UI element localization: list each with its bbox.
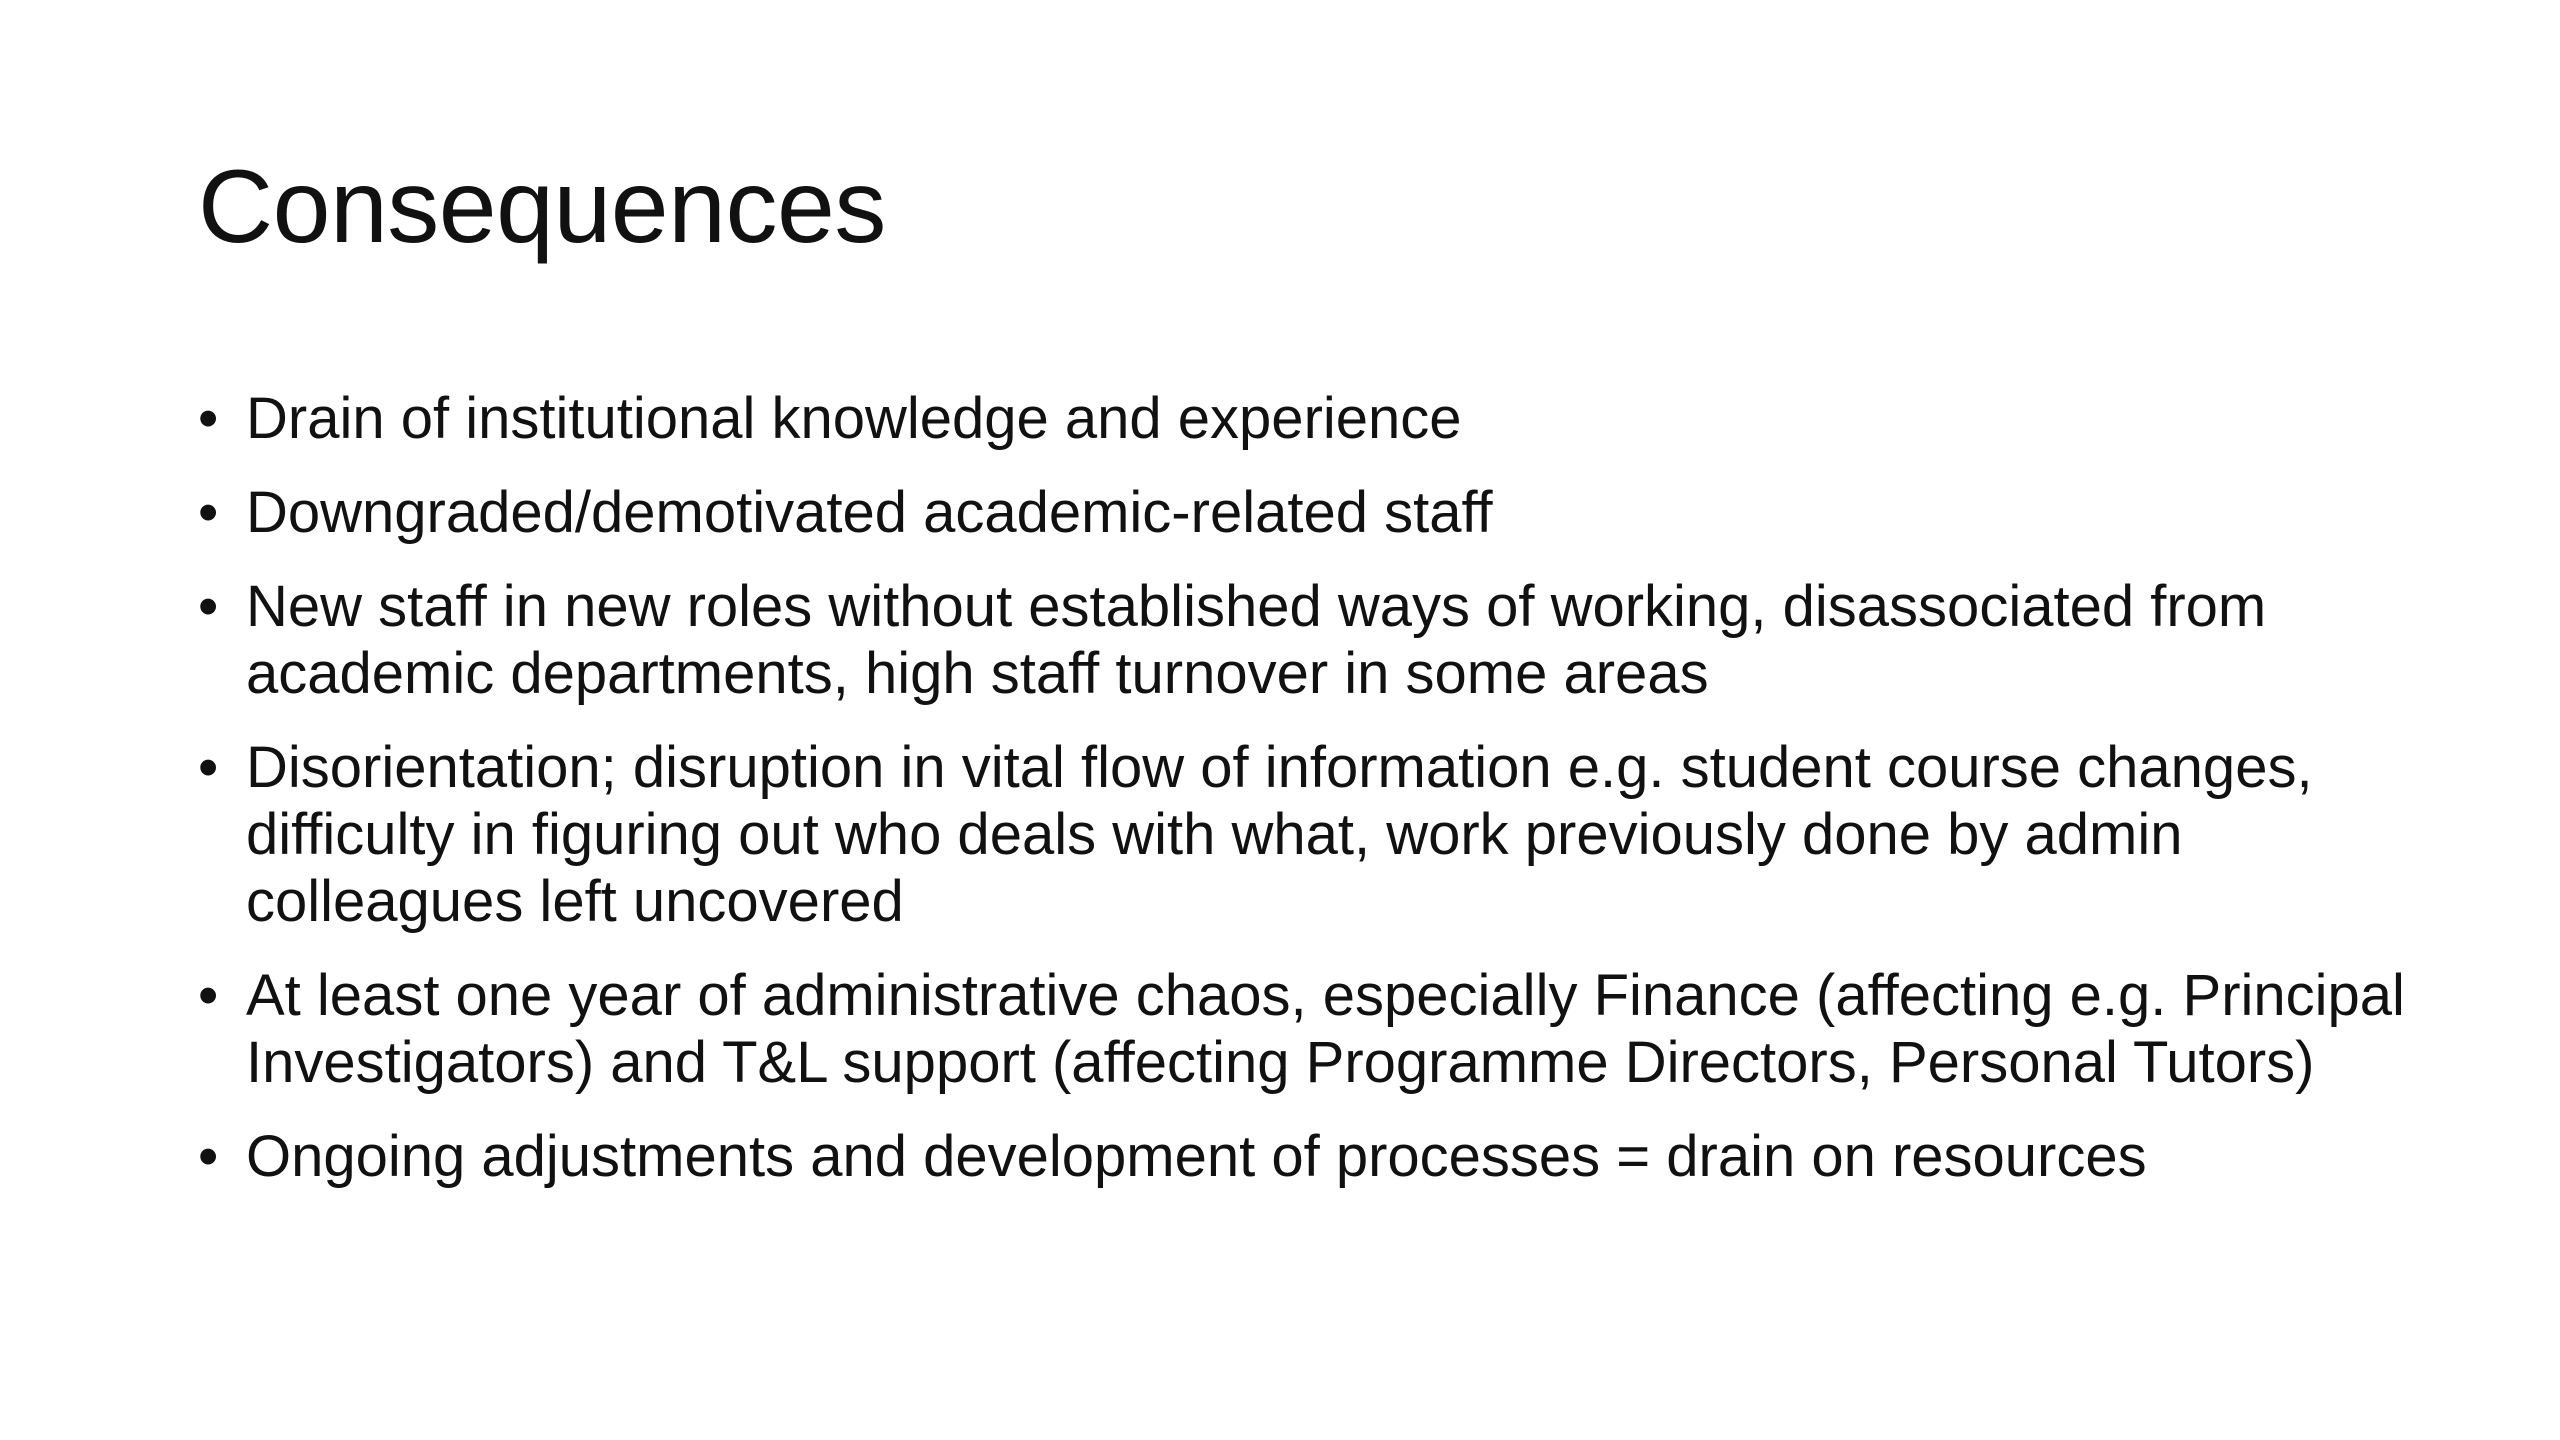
bullet-text: Ongoing adjustments and development of processes = drain on resources [246, 1124, 2147, 1189]
slide-title: Consequences [198, 149, 886, 265]
bullet-item [198, 479, 2418, 546]
bullet-dot: • [198, 574, 219, 639]
bullet-text: Downgraded/demotivated academic-related staff [246, 480, 1493, 545]
bullet-item [198, 385, 2418, 452]
bullet-dot: • [198, 386, 219, 451]
bullet-text: New staff in new roles without established ways of working, disassociated from academic departments, high staff turnover in some areas [246, 574, 2267, 706]
bullet-item [198, 734, 2418, 935]
bullet-list [198, 385, 2418, 1217]
bullet-text: Disorientation; disruption in vital flow of information e.g. student course changes, difficulty in figuring out who deals with what, work previously done by admin colleagues left uncovered [246, 735, 2313, 934]
bullet-text: Drain of institutional knowledge and experience [246, 386, 1462, 451]
bullet-dot: • [198, 480, 219, 545]
bullet-item [198, 962, 2418, 1096]
bullet-item [198, 573, 2418, 707]
bullet-dot: • [198, 735, 219, 800]
bullet-dot: • [198, 1124, 219, 1189]
bullet-dot: • [198, 963, 219, 1028]
bullet-text: At least one year of administrative chaos, especially Finance (affecting e.g. Principal Investigators) and T&L support (affecting Programme Directors, Personal Tutors) [246, 963, 2405, 1095]
bullet-item [198, 1123, 2418, 1190]
